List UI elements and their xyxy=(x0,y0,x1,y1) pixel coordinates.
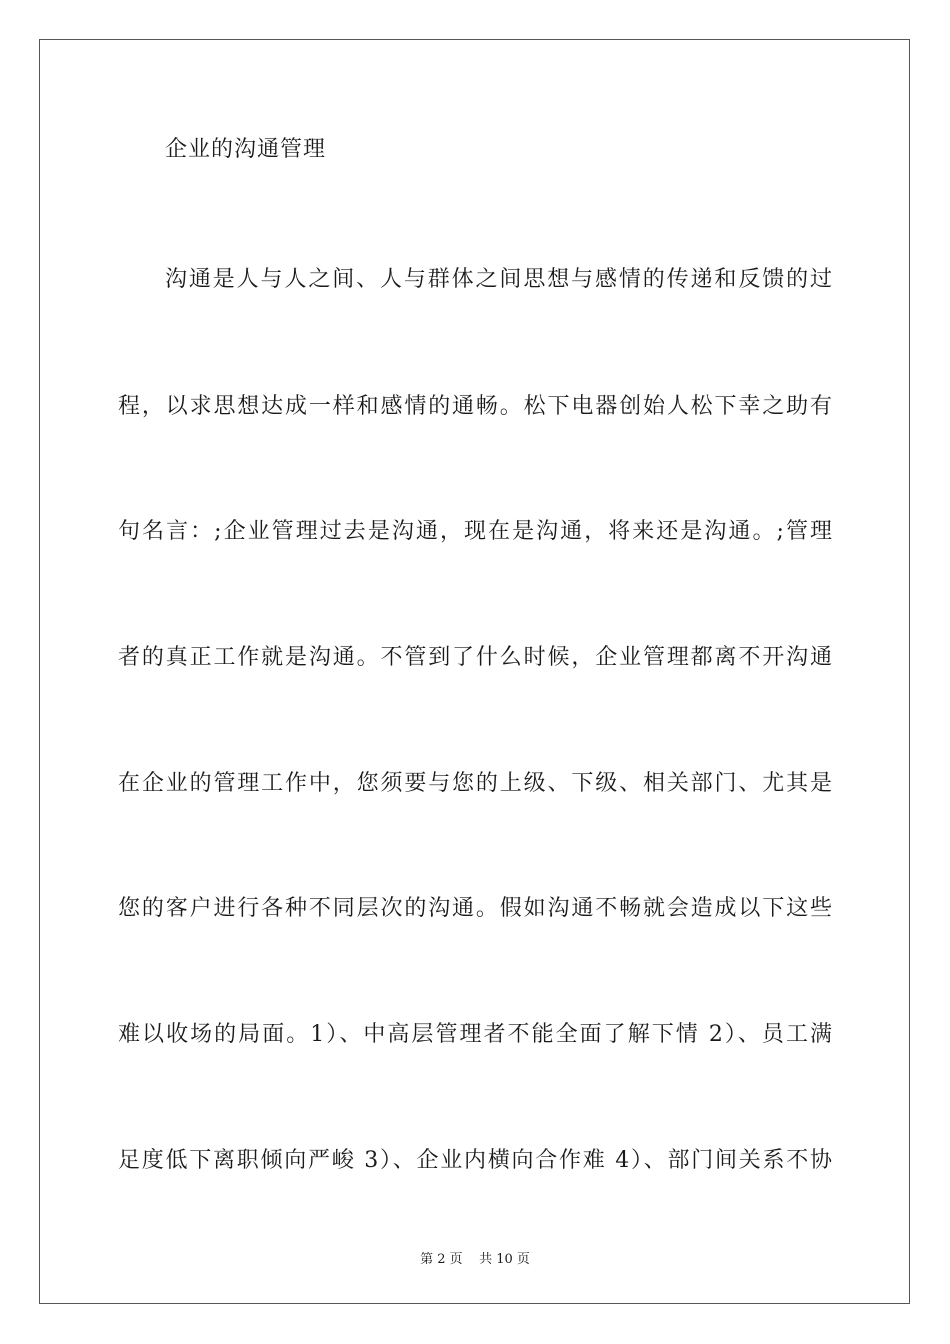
paragraph-line-5: 在企业的管理工作中，您须要与您的上级、下级、相关部门、尤其是 xyxy=(118,771,832,796)
paragraph-line-7: 难以收场的局面。1）、中高层管理者不能全面了解下情 2）、员工满 xyxy=(118,1022,832,1047)
page-border xyxy=(39,39,910,1304)
paragraph-line-3: 句名言：;企业管理过去是沟通，现在是沟通，将来还是沟通。;管理 xyxy=(118,519,832,544)
document-title: 企业的沟通管理 xyxy=(165,137,327,162)
paragraph-line-8: 足度低下离职倾向严峻 3）、企业内横向合作难 4）、部门间关系不协 xyxy=(118,1148,832,1173)
paragraph-line-4: 者的真正工作就是沟通。不管到了什么时候，企业管理都离不开沟通 xyxy=(118,645,832,670)
page-number-footer: 第 2 页 共 10 页 xyxy=(420,1252,530,1267)
paragraph-line-2: 程，以求思想达成一样和感情的通畅。松下电器创始人松下幸之助有 xyxy=(118,394,832,419)
paragraph-line-1: 沟通是人与人之间、人与群体之间思想与感情的传递和反馈的过 xyxy=(165,267,832,292)
paragraph-line-6: 您的客户进行各种不同层次的沟通。假如沟通不畅就会造成以下这些 xyxy=(118,896,832,921)
